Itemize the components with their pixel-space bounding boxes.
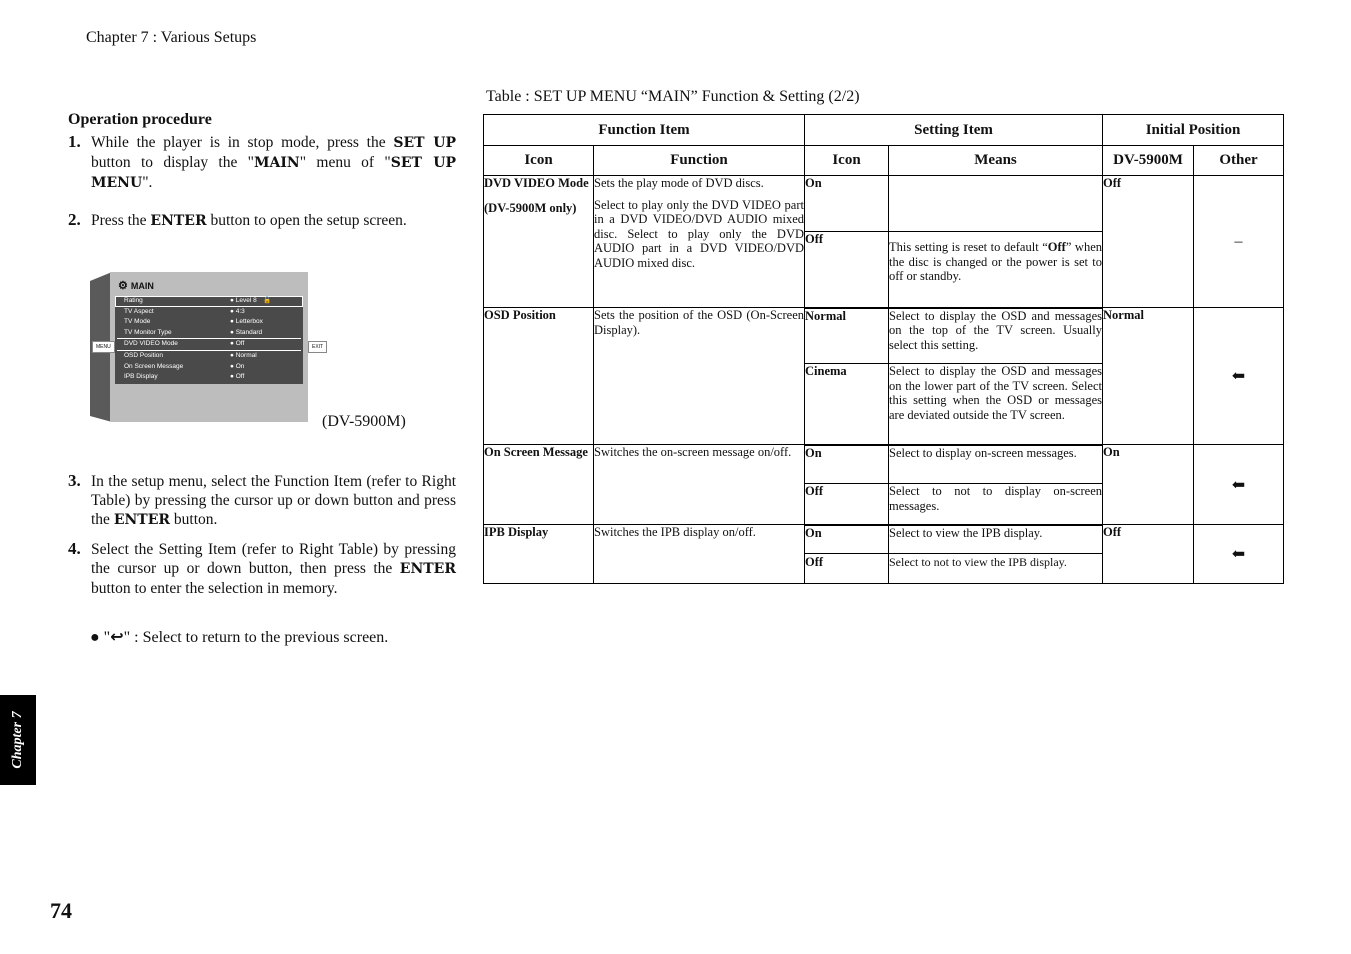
function-note: (DV-5900M only) — [484, 200, 577, 215]
means-text: This setting is reset to default “ — [889, 240, 1048, 254]
same-as-left-arrow-icon: ⬅ — [1194, 445, 1284, 525]
header-dv5900m: DV-5900M — [1103, 146, 1194, 176]
quote-mark: " — [103, 629, 111, 646]
header-initial-position: Initial Position — [1103, 115, 1284, 146]
step-text: Select the Setting Item (refer to Right Table) by pressing the cursor up or down button, then press the — [91, 541, 456, 577]
keyword: SET UP — [393, 135, 456, 151]
setting-icon-cell: On — [805, 176, 889, 232]
row-function-cell: Sets the position of the OSD (On-Screen Display). — [594, 308, 805, 445]
step-text: button. — [170, 511, 218, 528]
setup-menu-screen — [90, 272, 324, 424]
step-text: Press the — [91, 212, 151, 229]
initial-dv5900m-cell: Normal — [1103, 308, 1194, 445]
setting-icon-cell: Off — [805, 232, 889, 308]
step-4 — [68, 540, 456, 598]
header-setting-item: Setting Item — [805, 115, 1103, 146]
same-as-left-arrow-icon: ⬅ — [1194, 308, 1284, 445]
step-text: " menu of " — [299, 154, 391, 171]
menu-row-label: OSD Position — [124, 351, 164, 359]
chapter-header: Chapter 7 : Various Setups — [86, 29, 257, 46]
initial-dv5900m-cell: Off — [1103, 176, 1194, 308]
menu-row-value: ● On — [230, 362, 245, 370]
row-function-cell — [594, 176, 805, 308]
table-header-row — [484, 115, 1284, 146]
menu-row-value: ● 4:3 — [230, 307, 245, 315]
return-note — [90, 627, 388, 647]
setting-icon-cell: On — [805, 445, 889, 484]
menu-title — [118, 279, 154, 292]
initial-dv5900m-cell: Off — [1103, 525, 1194, 584]
menu-row-label: TV Mode — [124, 318, 151, 326]
menu-row-label: TV Aspect — [124, 307, 154, 315]
row-icon-cell — [484, 176, 594, 308]
row-icon-cell: OSD Position — [484, 308, 594, 445]
row-icon-cell: IPB Display — [484, 525, 594, 584]
means-cell — [889, 176, 1103, 232]
function-text: Sets the play mode of DVD discs. — [594, 176, 764, 190]
step-number: 2. — [68, 210, 81, 229]
step-number: 1. — [68, 132, 81, 151]
setup-icon: ⚙ — [118, 280, 128, 292]
means-cell: Select to view the IPB display. — [889, 525, 1103, 554]
table-caption: Table : SET UP MENU “MAIN” Function & Setting (2/2) — [486, 88, 860, 105]
menu-row-label: Rating — [124, 297, 143, 304]
menu-row-label: On Screen Message — [124, 362, 184, 370]
menu-row-value: ● Normal — [230, 351, 257, 359]
function-text: Select to play only the DVD VIDEO part in a DVD VIDEO/DVD AUDIO mixed disc. Select to play only the DVD AUDIO part in a DVD VIDEO/DVD AUDIO mixed disc. — [594, 197, 804, 270]
menu-row-rating[interactable] — [115, 296, 303, 307]
keyword: ENTER — [150, 213, 207, 229]
note-text: : Select to return to the previous screen. — [130, 629, 389, 646]
setting-icon-cell: Off — [805, 484, 889, 525]
setting-icon-cell: Cinema — [805, 364, 889, 445]
menu-button[interactable]: MENU — [92, 341, 115, 353]
menu-row-tv-monitor-type[interactable] — [115, 328, 303, 339]
menu-row-osd-position[interactable] — [115, 351, 303, 362]
header-icon: Icon — [484, 146, 594, 176]
row-function-cell: Switches the IPB display on/off. — [594, 525, 805, 584]
table-subheader-row — [484, 146, 1284, 176]
step-text: button to enter the selection in memory. — [91, 580, 338, 597]
menu-row-on-screen-message[interactable] — [115, 362, 303, 373]
menu-row-value: ● Standard — [230, 328, 263, 336]
keyword: ENTER — [113, 512, 171, 528]
keyword: SET UP MENU — [91, 155, 456, 191]
table-row — [484, 176, 1284, 232]
menu-row-label: IPB Display — [124, 373, 158, 381]
menu-row-ipb-display[interactable] — [115, 372, 303, 383]
table-row — [484, 445, 1284, 484]
step-text: In the setup menu, select the Function Item (refer to Right Table) by pressing the cursor up or down button and press the — [91, 473, 456, 528]
menu-row-value: ● Off — [230, 340, 245, 348]
row-icon-cell: On Screen Message — [484, 445, 594, 525]
keyword: MAIN — [254, 155, 300, 171]
means-text: ” when the disc is changed or the power is set to off or standby. — [889, 240, 1103, 283]
function-setting-table — [483, 114, 1284, 584]
setting-icon-cell: Normal — [805, 308, 889, 364]
menu-list — [115, 296, 303, 384]
row-function-cell: Switches the on-screen message on/off. — [594, 445, 805, 525]
page-number: 74 — [50, 898, 72, 923]
menu-row-value: ● Letterbox — [230, 318, 263, 326]
side-tab-label: Chapter 7 — [10, 711, 25, 769]
header-setting-icon: Icon — [805, 146, 889, 176]
header-function-item: Function Item — [484, 115, 805, 146]
means-cell: Select to not to view the IPB display. — [889, 554, 1103, 584]
step-number: 3. — [68, 471, 81, 490]
menu-row-value: ● Off — [230, 373, 245, 381]
header-means: Means — [889, 146, 1103, 176]
quote-mark: " — [123, 629, 131, 646]
return-icon: ↩ — [110, 627, 124, 646]
screen-caption: (DV-5900M) — [322, 413, 406, 430]
exit-button[interactable]: EXIT — [308, 341, 327, 353]
initial-other-cell: – — [1194, 176, 1284, 308]
means-cell: Select to not to display on-screen messages. — [889, 484, 1103, 525]
setting-icon-cell: On — [805, 525, 889, 554]
function-name: DVD VIDEO Mode — [484, 176, 589, 190]
step-1 — [68, 133, 456, 193]
means-keyword: Off — [1047, 240, 1066, 254]
menu-row-value: ● Level 8 — [230, 297, 257, 304]
keyword: ENTER — [399, 561, 456, 577]
step-3 — [68, 472, 456, 530]
menu-row-tv-aspect[interactable] — [115, 307, 303, 318]
header-function: Function — [594, 146, 805, 176]
step-2 — [68, 211, 456, 231]
table-row — [484, 308, 1284, 364]
menu-row-label: TV Monitor Type — [124, 328, 172, 336]
chapter-side-tab — [0, 695, 36, 785]
setting-icon-cell: Off — [805, 554, 889, 584]
menu-title-text: MAIN — [130, 281, 154, 291]
step-text: button to display the " — [91, 154, 255, 171]
menu-row-dvd-video-mode[interactable] — [115, 339, 303, 350]
means-cell: Select to display the OSD and messages on the lower part of the TV screen. Select this setting when the OSD or messages are deviated outside the TV screen. — [889, 364, 1103, 445]
means-cell: Select to display the OSD and messages on the top of the TV screen. Usually select this setting. — [889, 308, 1103, 364]
menu-row-label: DVD VIDEO Mode — [124, 340, 178, 348]
means-cell: Select to display on-screen messages. — [889, 445, 1103, 484]
table-row — [484, 525, 1284, 554]
procedure-title: Operation procedure — [68, 111, 212, 128]
menu-row-tv-mode[interactable] — [115, 317, 303, 328]
step-number: 4. — [68, 539, 81, 558]
step-text: button to open the setup screen. — [206, 212, 407, 229]
step-text: While the player is in stop mode, press the — [91, 134, 394, 151]
bullet-icon: ● — [90, 629, 100, 646]
means-cell — [889, 232, 1103, 308]
header-other: Other — [1194, 146, 1284, 176]
lock-icon: 🔓 — [263, 297, 272, 304]
step-text: ". — [142, 174, 153, 191]
same-as-left-arrow-icon: ⬅ — [1194, 525, 1284, 584]
initial-dv5900m-cell: On — [1103, 445, 1194, 525]
